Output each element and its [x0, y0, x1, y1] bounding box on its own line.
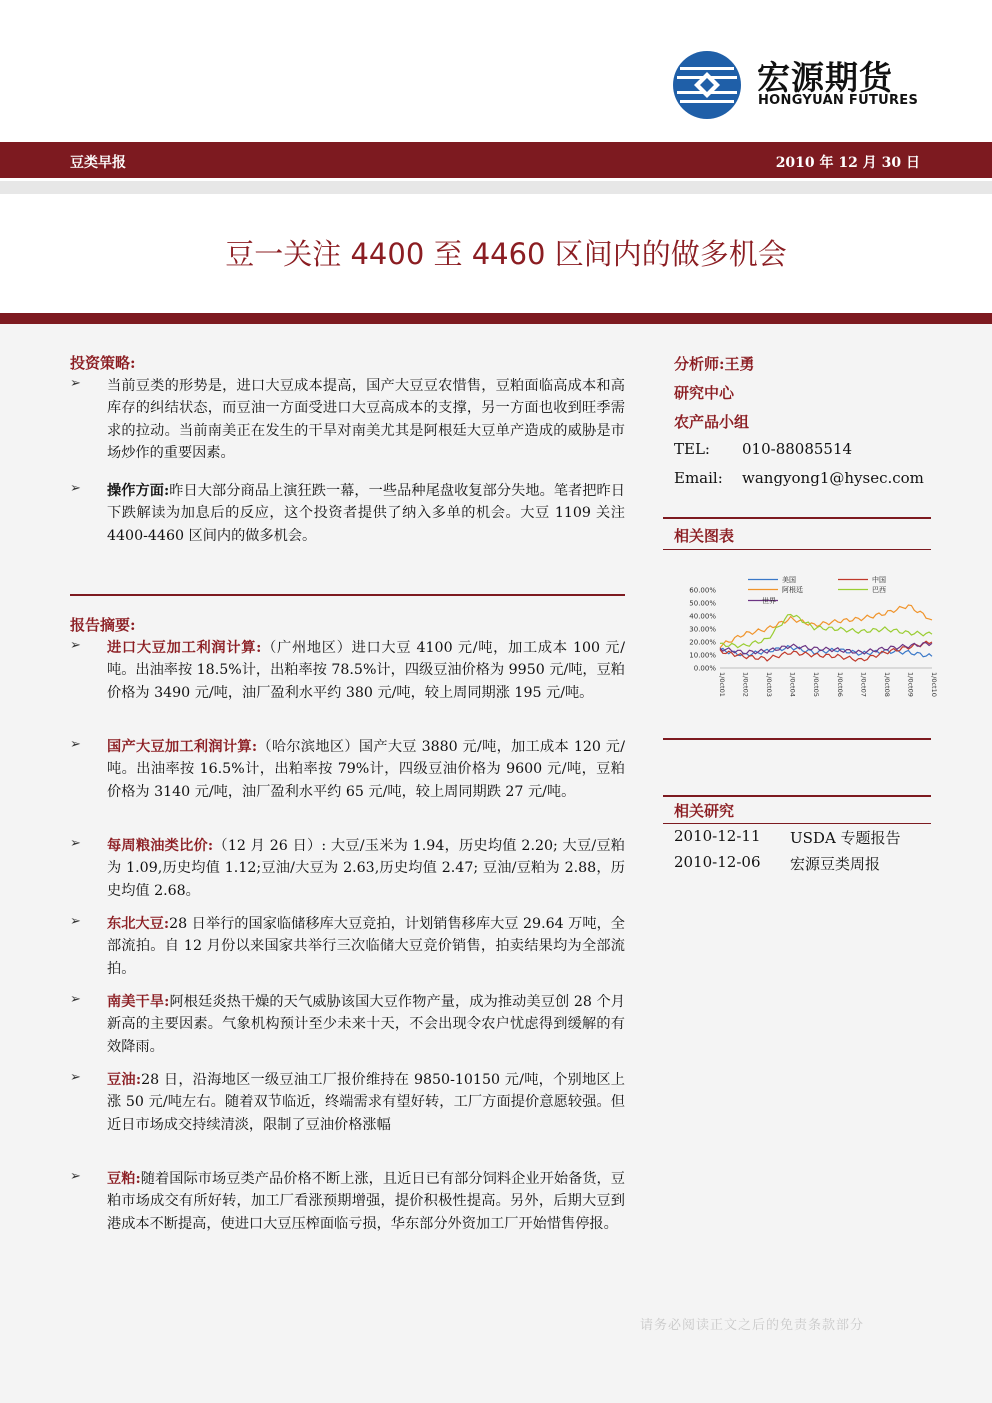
y-tick-label: 0.00% — [693, 664, 716, 673]
agri-team: 农产品小组 — [674, 413, 750, 431]
x-tick-label: 1/0ct02 — [741, 672, 750, 697]
side-divider — [663, 823, 931, 824]
research-date: 2010-12-11 — [674, 827, 761, 845]
logo-english: HONGYUAN FUTURES — [758, 93, 919, 108]
legend-label: 阿根廷 — [782, 586, 803, 594]
legend-label: 美国 — [782, 576, 796, 584]
series-line — [720, 605, 932, 648]
report-type: 豆类早报 — [70, 155, 126, 171]
operation-label: 操作方面: — [107, 483, 170, 499]
arrow-icon: ➢ — [70, 481, 81, 496]
legend-label: 巴西 — [872, 586, 886, 594]
arrow-icon: ➢ — [70, 836, 81, 851]
y-tick-label: 60.00% — [689, 586, 716, 595]
arrow-icon: ➢ — [70, 376, 81, 391]
x-tick-label: 1/0ct07 — [859, 672, 868, 697]
y-tick-label: 40.00% — [689, 612, 716, 621]
section-divider — [70, 594, 625, 596]
x-tick-label: 1/0ct10 — [930, 672, 938, 697]
email-value[interactable]: wangyong1@hysec.com — [742, 469, 924, 487]
side-divider — [663, 738, 931, 740]
arrow-icon: ➢ — [70, 638, 81, 653]
series-line — [720, 615, 932, 648]
x-tick-label: 1/0ct08 — [882, 672, 891, 697]
x-tick-label: 1/0ct06 — [835, 672, 844, 697]
side-divider — [663, 795, 931, 797]
y-tick-label: 50.00% — [689, 599, 716, 608]
related-research-heading: 相关研究 — [674, 802, 735, 820]
analyst-name: 分析师:王勇 — [674, 355, 755, 373]
side-divider — [663, 549, 931, 550]
x-tick-label: 1/0ct09 — [906, 672, 915, 697]
email-label: Email: — [674, 469, 723, 487]
summary-item: ➢ 豆粕:随着国际市场豆类产品价格不断上涨，且近日已有部分饲料企业开始备货，豆粕市场成交有所好转，加工厂看涨预期增强，提价积极性提高。另外，后期大豆到港成本不断提高，使进口大豆压榨面临亏损，华东部分外资加工厂开始惜售停报。 — [70, 1169, 625, 1232]
y-tick-label: 10.00% — [689, 651, 716, 660]
report-date: 2010 年 12 月 30 日 — [775, 155, 920, 171]
summary-item: ➢ 东北大豆:28 日举行的国家临储移库大豆竞拍，计划销售移库大豆 29.64 万吨，全部流拍。自 12 月份以来国家共举行三次临储大豆竞价销售，拍卖结果均为全部流拍。 — [70, 914, 625, 977]
tel-value: 010-88085514 — [742, 440, 853, 458]
summary-heading: 报告摘要: — [70, 616, 136, 634]
header-divider — [0, 181, 992, 194]
summary-item: ➢ 豆油:28 日，沿海地区一级豆油工厂报价维持在 9850-10150 元/吨，个别地区上涨 50 元/吨左右。随着双节临近，终端需求有望好转，工厂方面提价意愿较强。但近日市场成交持续清淡，限制了豆油价格涨幅 — [70, 1070, 625, 1133]
arrow-icon: ➢ — [70, 1070, 81, 1085]
side-divider — [663, 517, 931, 519]
page-title: 豆一关注 4400 至 4460 区间内的做多机会 — [225, 237, 787, 271]
x-tick-label: 1/0ct01 — [718, 672, 726, 697]
legend-label: 世界 — [762, 597, 776, 605]
summary-item: ➢ 国产大豆加工利润计算:（哈尔滨地区）国产大豆 3880 元/吨，加工成本 120 元/吨。出油率按 16.5%计，出粕率按 79%计，四级豆油价格为 9600 元/吨，豆粕价格为 3140 元/吨，油厂盈利水平约 65 元/吨，较上周同期跌 27 元/吨。 — [70, 737, 625, 800]
profit-margin-chart — [670, 570, 940, 710]
research-title[interactable]: 宏源豆类周报 — [790, 855, 881, 873]
arrow-icon: ➢ — [70, 737, 81, 752]
logo-chinese: 宏源期货 — [757, 58, 893, 97]
arrow-icon: ➢ — [70, 992, 81, 1007]
research-center: 研究中心 — [674, 384, 735, 402]
y-tick-label: 30.00% — [689, 625, 716, 634]
tel-label: TEL: — [674, 440, 710, 458]
disclaimer-note: 请务必阅读正文之后的免责条款部分 — [640, 1318, 865, 1333]
arrow-icon: ➢ — [70, 914, 81, 929]
x-tick-label: 1/0ct03 — [765, 672, 774, 697]
summary-item: ➢ 每周粮油类比价:（12 月 26 日）: 大豆/玉米为 1.94，历史均值 2.20; 大豆/豆粕为 1.09,历史均值 1.12;豆油/大豆为 2.63,历史均值 2.47; 豆油/豆粕为 2.88，历史均值 2.68。 — [70, 836, 625, 899]
arrow-icon: ➢ — [70, 1169, 81, 1184]
research-title[interactable]: USDA 专题报告 — [790, 829, 901, 847]
related-charts-heading: 相关图表 — [674, 527, 735, 545]
strategy-heading: 投资策略: — [70, 354, 136, 372]
x-tick-label: 1/0ct04 — [788, 672, 797, 697]
strategy-item: ➢ 当前豆类的形势是，进口大豆成本提高，国产大豆豆农惜售，豆粕面临高成本和高库存的纠结状态，而豆油一方面受进口大豆高成本的支撑，另一方面也收到旺季需求的拉动。当前南美正在发生的干旱对南美尤其是阿根廷大豆单产造成的威胁是市场炒作的重要因素。 — [70, 376, 625, 461]
strategy-item: ➢ 操作方面:昨日大部分商品上演狂跌一幕，一些品种尾盘收复部分失地。笔者把昨日下跌解读为加息后的反应，这个投资者提供了纳入多单的机会。大豆 1109 关注 4400-4460 区间内的做多机会。 — [70, 481, 625, 544]
x-tick-label: 1/0ct05 — [812, 672, 821, 697]
research-date: 2010-12-06 — [674, 853, 761, 871]
legend-label: 中国 — [872, 576, 886, 584]
summary-item: ➢ 进口大豆加工利润计算:（广州地区）进口大豆 4100 元/吨，加工成本 100 元/吨。出油率按 18.5%计，出粕率按 78.5%计，四级豆油价格为 9950 元/吨，豆粕价格为 3490 元/吨，油厂盈利水平约 380 元/吨，较上周同期涨 195 元/吨。 — [70, 638, 625, 701]
logo-icon — [672, 50, 742, 120]
y-tick-label: 20.00% — [689, 638, 716, 647]
content-top-bar — [0, 313, 992, 324]
summary-item: ➢ 南美干旱:阿根廷炎热干燥的天气威胁该国大豆作物产量，成为推动美豆创 28 个月新高的主要因素。气象机构预计至少未来十天，不会出现令农户忧虑得到缓解的有效降雨。 — [70, 992, 625, 1055]
